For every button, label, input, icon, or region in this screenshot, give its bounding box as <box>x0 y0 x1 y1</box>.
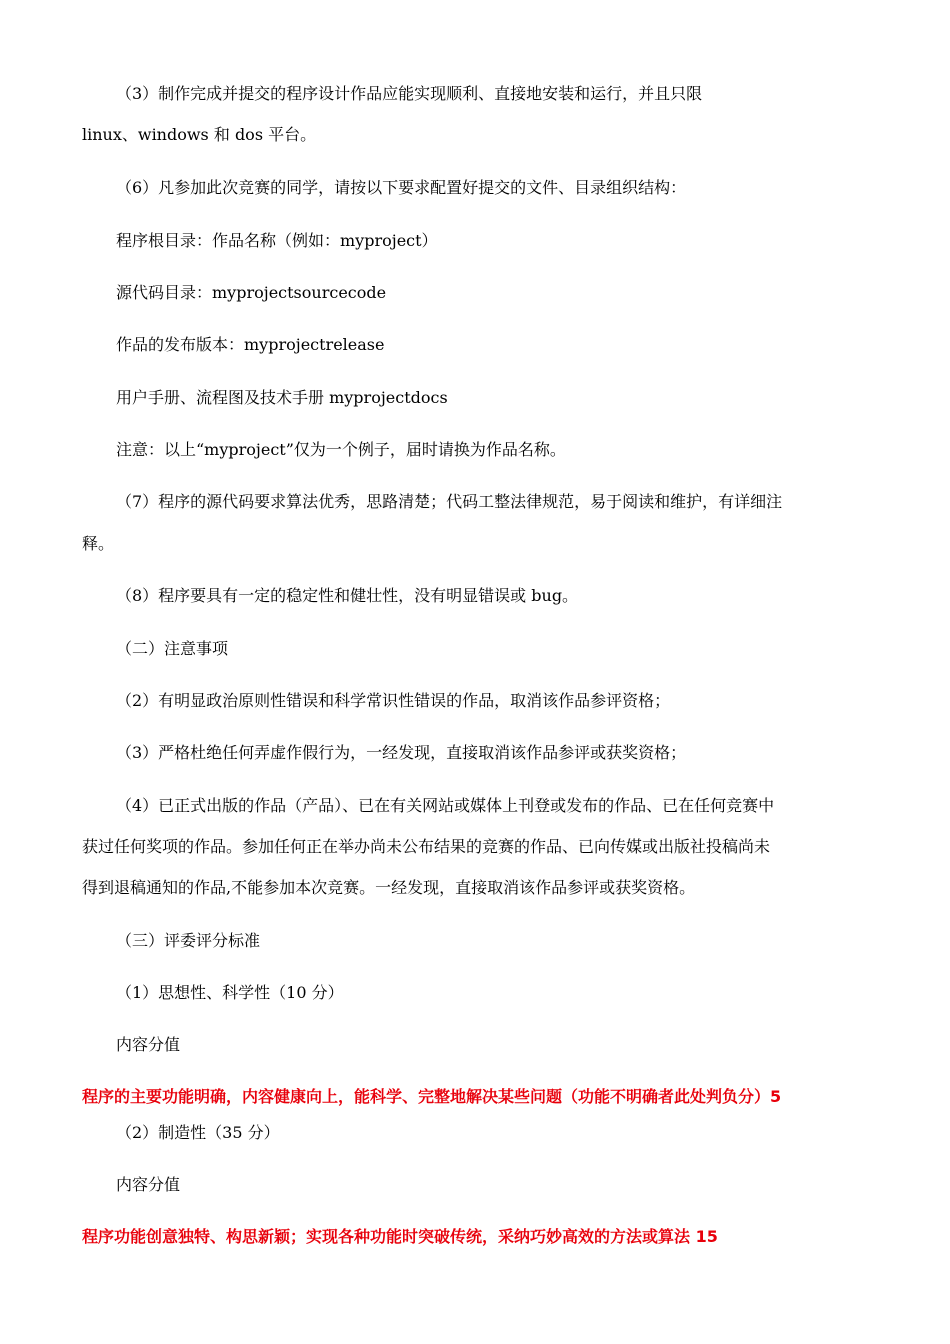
paragraph-3-platforms: linux、windows 和 dos 平台。 <box>82 125 317 144</box>
scoring-item-2: （2）制造性（35 分） <box>116 1123 280 1142</box>
notes-item-4-line3: 得到退稿通知的作品,不能参加本次竞赛。一经发现，直接取消该作品参评或获奖资格。 <box>82 878 696 897</box>
notes-item-3: （3）严格杜绝任何弄虚作假行为，一经发现，直接取消该作品参评或获奖资格； <box>116 743 687 762</box>
notes-item-4: （4）已正式出版的作品（产品）、已在有关网站或媒体上刊登或发布的作品、已在任何竞赛中 <box>116 796 775 815</box>
docs-directory-line: 用户手册、流程图及技术手册 myprojectdocs <box>116 388 448 407</box>
content-score-header-1: 内容分值 <box>116 1035 181 1054</box>
root-directory-line: 程序根目录：作品名称（例如：myproject） <box>116 231 438 250</box>
scoring-item-1: （1）思想性、科学性（10 分） <box>116 983 344 1002</box>
paragraph-6-structure: （6）凡参加此次竞赛的同学，请按以下要求配置好提交的文件、目录组织结构： <box>116 178 687 197</box>
source-directory-line: 源代码目录：myprojectsourcecode <box>116 283 387 302</box>
paragraph-7-code: （7）程序的源代码要求算法优秀，思路清楚；代码工整法律规范，易于阅读和维护，有详细注 <box>116 492 783 511</box>
notes-item-4-line2: 获过任何奖项的作品。参加任何正在举办尚未公布结果的竞赛的作品、已向传媒或出版社投稿尚未 <box>82 837 771 856</box>
scoring-criterion-1: 程序的主要功能明确，内容健康向上，能科学、完整地解决某些问题（功能不明确者此处判负分）5 <box>82 1087 782 1106</box>
paragraph-7-continuation: 释。 <box>82 534 115 553</box>
notes-item-2: （2）有明显政治原则性错误和科学常识性错误的作品，取消该作品参评资格； <box>116 691 671 710</box>
paragraph-8-stability: （8）程序要具有一定的稳定性和健壮性，没有明显错误或 bug。 <box>116 586 579 605</box>
paragraph-3-install: （3）制作完成并提交的程序设计作品应能实现顺利、直接地安装和运行，并且只限 <box>116 84 703 103</box>
section-heading-scoring: （三）评委评分标准 <box>116 931 261 950</box>
scoring-criterion-2: 程序功能创意独特、构思新颖；实现各种功能时突破传统，采纳巧妙高效的方法或算法 15 <box>82 1227 718 1246</box>
release-directory-line: 作品的发布版本：myprojectrelease <box>116 335 385 354</box>
section-heading-notes: （二）注意事项 <box>116 639 229 658</box>
content-score-header-2: 内容分值 <box>116 1175 181 1194</box>
note-line: 注意：以上“myproject”仅为一个例子，届时请换为作品名称。 <box>116 440 566 459</box>
